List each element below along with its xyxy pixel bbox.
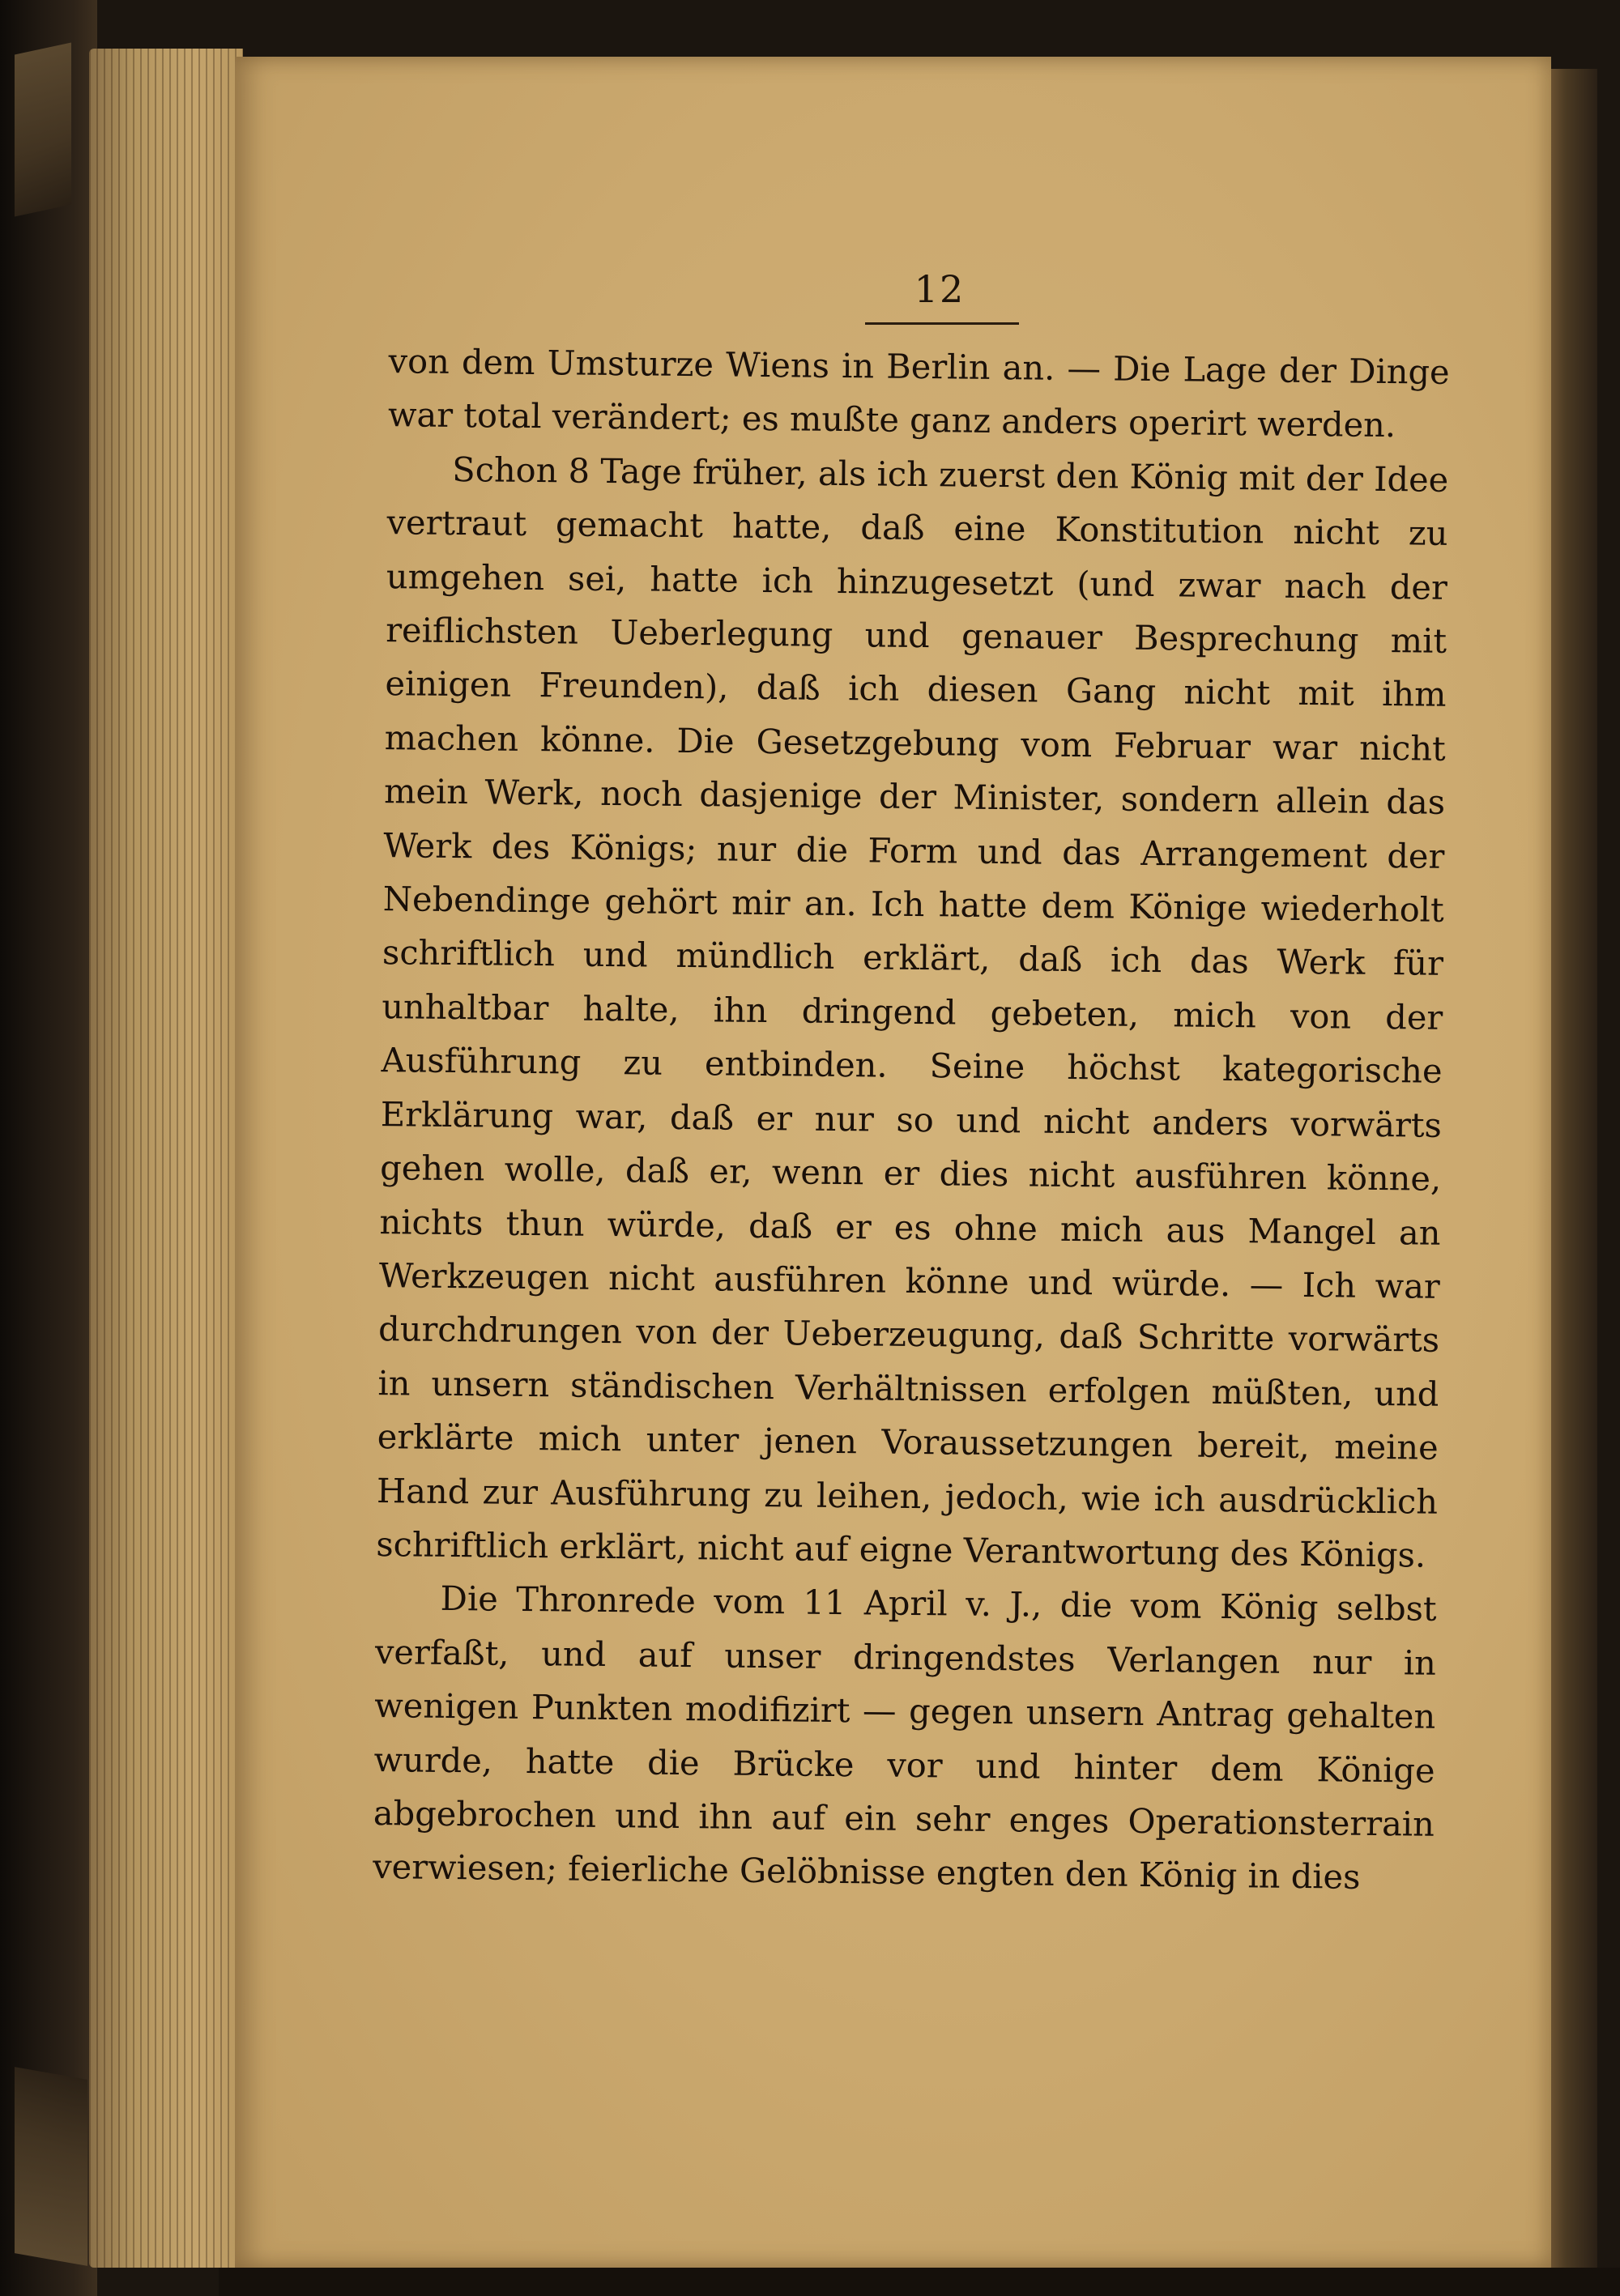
cover-corner-top	[15, 43, 71, 217]
page-number-rule	[865, 322, 1019, 325]
body-text	[373, 334, 1450, 1905]
page-number: 12	[914, 267, 966, 311]
page-stack-edge	[89, 49, 243, 2268]
bottom-shadow	[219, 2268, 1620, 2296]
paragraph: Die Thronrede vom 11 April v. J., die vom König selbst verfaßt, und auf unser dringendstes Verlangen nur in wenigen Punkten modifizirt — gegen unsern Antrag gehalten wurde, hatte die Brücke vor und hinter dem Könige abgebrochen und ihn auf ein sehr enges Operationsterrain verwiesen; feierliche Gelöbnisse engten den König in dies	[372, 1578, 1437, 1898]
book-binding	[0, 0, 97, 2296]
paragraph: Schon 8 Tage früher, als ich zuerst den König mit der Idee vertraut gemacht hatte, daß eine Konstitution nicht zu umgehen sei, hatte ich hinzugesetzt (und zwar nach der reiflichsten Ueberlegung und genauer Besprechung mit einigen Freunden), daß ich diesen Gang nicht mit ihm machen könne. Die Gesetzgebung vom Februar war nicht mein Werk, noch dasjenige der Minister, sondern allein das Werk des Königs; nur die Form und das Arrangement der Nebendinge gehört mir an. Ich hatte dem Könige wiederholt schriftlich und mündlich erklärt, daß ich das Werk für unhaltbar halte, ihn dringend gebeten, mich von der Ausführung zu entbinden. Seine höchst kategorische Erklärung war, daß er nur so und nicht anders vorwärts gehen wolle, daß er, wenn er dies nicht ausführen könne, nichts thun würde, daß er es ohne mich aus Mangel an Werkzeugen nicht ausführen könne und würde. — Ich war durchdrungen von der Ueberzeugung, daß Schritte vorwärts in unsern ständischen Verhältnissen erfolgen müßten, und erklärte mich unter jenen Voraussetzungen bereit, meine Hand zur Ausführung zu leihen, jedoch, wie ich ausdrücklich schriftlich erklärt, nicht auf eigne Verantwortung des Königs.	[376, 449, 1449, 1575]
paragraph: von dem Umsturze Wiens in Berlin an. — Die Lage der Dinge war total verändert; es mußte ganz anders operirt werden.	[387, 341, 1450, 445]
facing-page-edge	[1549, 69, 1597, 2268]
cover-corner-bottom	[15, 2067, 87, 2266]
